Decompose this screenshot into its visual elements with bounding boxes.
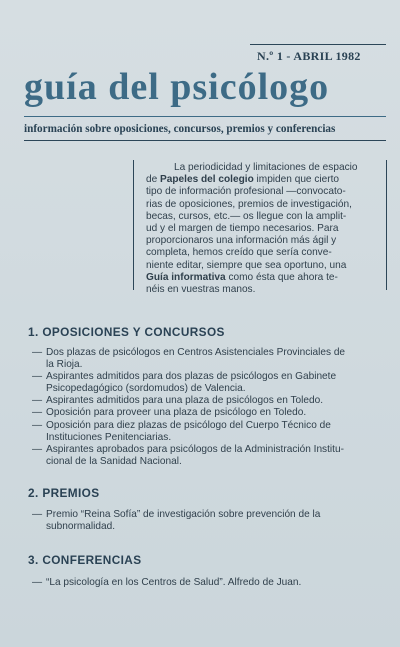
issue-number: N.º 1 - ABRIL 1982 <box>257 49 361 63</box>
issue-rule <box>250 44 386 45</box>
list-item: — Oposición para proveer una plaza de psicólogo en Toledo. <box>32 407 307 419</box>
list-item: — Premio “Reina Sofía” de investigación sobre prevención de la subnormalidad. <box>32 509 321 533</box>
intro-line: ud y el margen de tiempo necesarios. Para <box>146 223 339 235</box>
intro-line: rias de oposiciones, premios de investigación, <box>146 198 352 210</box>
intro-line: Guía informativa como ésta que ahora te- <box>146 271 338 283</box>
section-title-premios: 2. PREMIOS <box>28 486 100 500</box>
intro-highlight: Guía informativa <box>146 271 226 283</box>
intro-line: néis en vuestras manos. <box>146 284 256 296</box>
section-list-oposiciones <box>32 347 390 468</box>
masthead-subtitle: información sobre oposiciones, concursos, premios y conferencias <box>24 123 336 135</box>
intro-line: becas, cursos, etc.— os llegue con la amplit- <box>146 210 347 222</box>
section-list-premios <box>32 509 390 533</box>
list-item: — “La psicología en los Centros de Salud”. Alfredo de Juan. <box>32 577 302 588</box>
section-list-conferencias <box>32 577 390 589</box>
list-item: — Aspirantes admitidos para dos plazas de psicólogos en Gabinete Psicopedagógico (sordomudos) de Valencia. <box>32 371 337 395</box>
intro-highlight: Papeles del colegio <box>160 174 254 186</box>
masthead-title: guía del psicólogo <box>24 66 330 108</box>
intro-line: de Papeles del colegio impiden que cierto <box>146 174 340 186</box>
intro-paragraph <box>146 162 386 296</box>
intro-line: completa, hemos creído que sería conve- <box>146 247 332 259</box>
list-item: — Aspirantes admitidos para una plaza de psicólogos en Toledo. <box>32 395 324 407</box>
intro-line: niente editar, siempre que sea oportuno, una <box>146 259 347 271</box>
title-rule <box>24 116 386 117</box>
section-title-conferencias: 3. CONFERENCIAS <box>28 553 142 567</box>
intro-line: proporcionaros una información más ágil y <box>146 235 337 247</box>
section-title-oposiciones: 1. OPOSICIONES Y CONCURSOS <box>28 325 225 339</box>
list-item: — Aspirantes aprobados para psicólogos de la Administración Institu- cional de la Sanidad Nacional. <box>32 443 344 467</box>
intro-line: La periodicidad y limitaciones de espacio <box>174 162 358 173</box>
list-item: — Oposición para diez plazas de psicólogo del Cuerpo Técnico de Instituciones Penitenciarias. <box>32 419 331 443</box>
subtitle-rule <box>24 140 386 141</box>
list-item: — Dos plazas de psicólogos en Centros Asistenciales Provinciales de la Rioja. <box>32 347 346 371</box>
intro-line: tipo de información profesional —convocato- <box>146 186 346 198</box>
